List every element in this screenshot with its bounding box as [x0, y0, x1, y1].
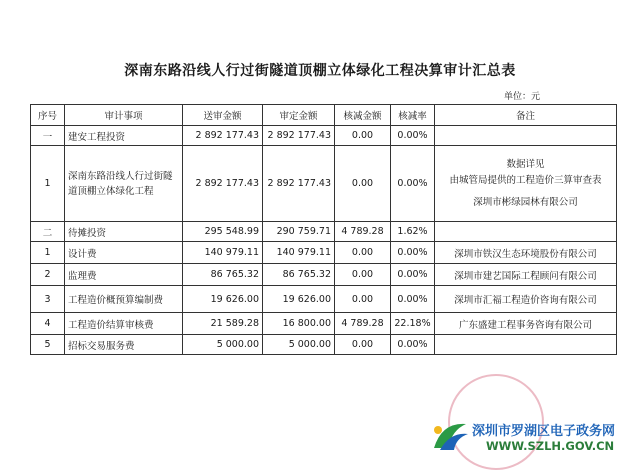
table-row — [31, 335, 617, 355]
row-item: 设计费 — [65, 242, 183, 264]
row-reduction: 0.00 — [335, 146, 391, 222]
row-reduction: 0.00 — [335, 264, 391, 286]
row-remark — [435, 146, 617, 222]
section-row-construction — [31, 126, 617, 146]
row-submitted: 19 626.00 — [183, 286, 263, 313]
watermark-site-name: 深圳市罗湖区电子政务网 — [472, 424, 616, 439]
section-approved: 2 892 177.43 — [263, 126, 335, 146]
header-reduction: 核减金额 — [335, 105, 391, 126]
row-remark: 深圳市建艺国际工程顾问有限公司 — [435, 264, 617, 286]
row-rate: 0.00% — [391, 286, 435, 313]
section-rate: 1.62% — [391, 222, 435, 242]
remark-line1: 数据详见 — [506, 158, 545, 170]
watermark-url: WWW.SZLH.GOV.CN — [486, 439, 615, 453]
section-reduction: 0.00 — [335, 126, 391, 146]
row-submitted: 86 765.32 — [183, 264, 263, 286]
section-row-deferred — [31, 222, 617, 242]
header-remark: 备注 — [435, 105, 617, 126]
row-item: 监理费 — [65, 264, 183, 286]
table-row — [31, 313, 617, 335]
row-submitted: 140 979.11 — [183, 242, 263, 264]
section-approved: 290 759.71 — [263, 222, 335, 242]
row-approved: 2 892 177.43 — [263, 146, 335, 222]
section-seq: 一 — [31, 126, 65, 146]
row-seq: 1 — [31, 242, 65, 264]
table-row — [31, 146, 617, 222]
row-item: 招标交易服务费 — [65, 335, 183, 355]
row-seq: 2 — [31, 264, 65, 286]
header-item: 审计事项 — [65, 105, 183, 126]
page-title: 深南东路沿线人行过街隧道顶棚立体绿化工程决算审计汇总表 — [124, 63, 516, 79]
section-item: 建安工程投资 — [65, 126, 183, 146]
row-approved: 86 765.32 — [263, 264, 335, 286]
row-item: 深南东路沿线人行过街隧道顶棚立体绿化工程 — [65, 146, 183, 222]
table-row — [31, 242, 617, 264]
row-remark: 深圳市汇福工程造价咨询有限公司 — [435, 286, 617, 313]
row-seq: 5 — [31, 335, 65, 355]
header-approved: 审定金额 — [263, 105, 335, 126]
remark-line2: 由城管局提供的工程造价三算审查表 — [449, 174, 602, 186]
row-submitted: 5 000.00 — [183, 335, 263, 355]
section-submitted: 295 548.99 — [183, 222, 263, 242]
row-submitted: 2 892 177.43 — [183, 146, 263, 222]
remark-org: 深圳市彬绿园林有限公司 — [473, 196, 578, 208]
section-item: 待摊投资 — [65, 222, 183, 242]
header-submitted: 送审金额 — [183, 105, 263, 126]
row-reduction: 0.00 — [335, 242, 391, 264]
section-seq: 二 — [31, 222, 65, 242]
audit-summary-table — [30, 104, 617, 355]
header-rate: 核减率 — [391, 105, 435, 126]
row-remark: 广东盛建工程事务咨询有限公司 — [435, 313, 617, 335]
section-remark — [435, 222, 617, 242]
section-reduction: 4 789.28 — [335, 222, 391, 242]
row-rate: 22.18% — [391, 313, 435, 335]
row-seq: 3 — [31, 286, 65, 313]
unit-label: 单位：元 — [503, 92, 540, 102]
header-seq: 序号 — [31, 105, 65, 126]
row-rate: 0.00% — [391, 146, 435, 222]
site-watermark-logo — [430, 410, 636, 460]
row-approved: 5 000.00 — [263, 335, 335, 355]
table-row — [31, 286, 617, 313]
row-reduction: 4 789.28 — [335, 313, 391, 335]
row-seq: 4 — [31, 313, 65, 335]
row-reduction: 0.00 — [335, 335, 391, 355]
row-item: 工程造价概预算编制费 — [65, 286, 183, 313]
row-submitted: 21 589.28 — [183, 313, 263, 335]
row-seq: 1 — [31, 146, 65, 222]
row-approved: 19 626.00 — [263, 286, 335, 313]
row-reduction: 0.00 — [335, 286, 391, 313]
row-remark: 深圳市铁汉生态环境股份有限公司 — [435, 242, 617, 264]
table-row — [31, 264, 617, 286]
emblem-icon — [430, 418, 470, 454]
row-remark — [435, 335, 617, 355]
row-rate: 0.00% — [391, 264, 435, 286]
row-rate: 0.00% — [391, 242, 435, 264]
section-rate: 0.00% — [391, 126, 435, 146]
table-header-row — [31, 105, 617, 126]
row-approved: 140 979.11 — [263, 242, 335, 264]
section-remark — [435, 126, 617, 146]
row-rate: 0.00% — [391, 335, 435, 355]
section-submitted: 2 892 177.43 — [183, 126, 263, 146]
row-approved: 16 800.00 — [263, 313, 335, 335]
row-item: 工程造价结算审核费 — [65, 313, 183, 335]
